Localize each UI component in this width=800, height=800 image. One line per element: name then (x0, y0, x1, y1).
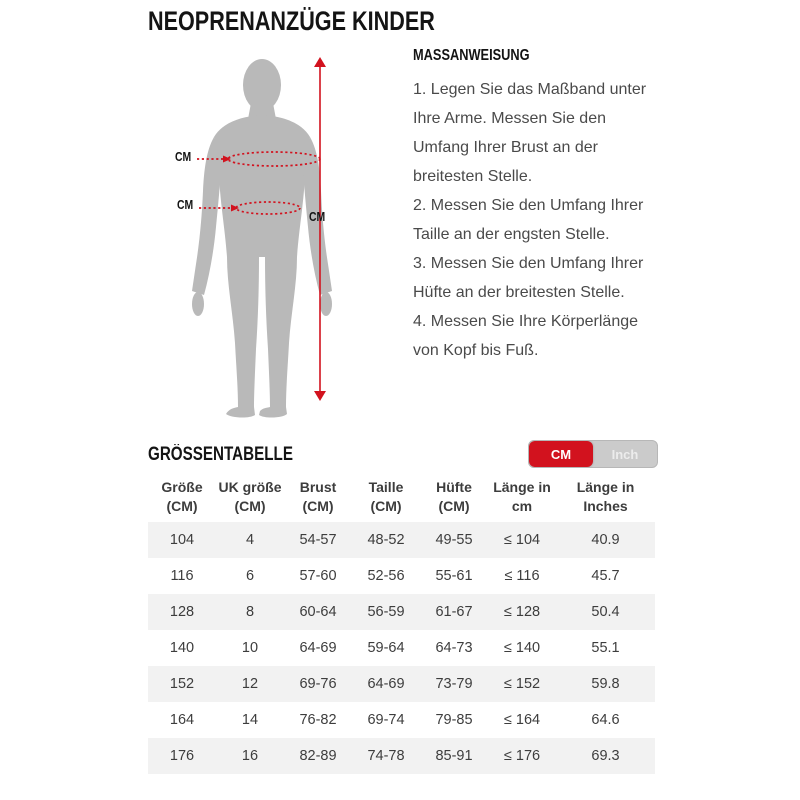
table-cell: 56-59 (367, 604, 405, 620)
table-cell: 48-52 (367, 532, 405, 548)
table-cell: 12 (241, 676, 259, 692)
measurement-figure (120, 50, 400, 435)
table-cell: 45.7 (591, 568, 620, 584)
table-cell: ≤ 152 (503, 676, 541, 692)
table-cell: 64-69 (299, 640, 337, 656)
table-cell: 164 (169, 712, 195, 728)
table-cell: ≤ 140 (503, 640, 541, 656)
table-cell: 50.4 (591, 604, 620, 620)
table-row (148, 738, 655, 774)
size-table-body (148, 522, 655, 774)
table-cell: 104 (169, 532, 195, 548)
table-cell: 82-89 (299, 748, 337, 764)
table-row (148, 630, 655, 666)
table-cell: 128 (169, 604, 195, 620)
column-header: Länge in Inches (556, 474, 655, 522)
instructions-heading: MASSANWEISUNG (413, 47, 530, 64)
table-cell: 6 (245, 568, 255, 584)
table-cell: 52-56 (367, 568, 405, 584)
instruction-step: 2. Messen Sie den Umfang Ihrer Taille an der engsten Stelle. (413, 197, 644, 243)
table-cell: 40.9 (591, 532, 620, 548)
table-cell: 59-64 (367, 640, 405, 656)
table-cell: 73-79 (435, 676, 473, 692)
arrowhead-down-icon (314, 391, 326, 401)
arrowhead-up-icon (314, 57, 326, 67)
table-cell: 76-82 (299, 712, 337, 728)
table-cell: 55-61 (435, 568, 473, 584)
header-row (148, 474, 655, 522)
column-header: UK größe (CM) (216, 474, 284, 522)
table-cell: 116 (170, 568, 194, 584)
table-cell: ≤ 116 (504, 568, 540, 584)
table-cell: 61-67 (435, 604, 473, 620)
table-cell: 74-78 (367, 748, 405, 764)
instructions-list (413, 75, 665, 365)
waist-cm-label: CM (177, 197, 194, 212)
table-cell: 57-60 (299, 568, 337, 584)
table-cell: 79-85 (435, 712, 473, 728)
table-cell: 140 (169, 640, 195, 656)
table-cell: 49-55 (435, 532, 473, 548)
body-silhouette-illustration (165, 57, 375, 422)
table-cell: 176 (169, 748, 195, 764)
unit-cm-button[interactable]: CM (529, 441, 593, 467)
table-cell: 69.3 (591, 748, 620, 764)
column-header: Länge in cm (488, 474, 556, 522)
table-cell: 55.1 (591, 640, 620, 656)
page-title: NEOPRENANZÜGE KINDER (148, 6, 435, 36)
height-cm-label: CM (309, 209, 326, 224)
column-header: Größe (CM) (148, 474, 216, 522)
table-cell: 14 (241, 712, 259, 728)
size-table-heading: GRÖSSENTABELLE (148, 444, 293, 465)
table-cell: 64.6 (591, 712, 620, 728)
table-cell: 85-91 (435, 748, 473, 764)
table-cell: 69-74 (367, 712, 405, 728)
table-cell: 16 (241, 748, 259, 764)
unit-inch-button[interactable]: Inch (593, 441, 657, 467)
table-row (148, 702, 655, 738)
chest-cm-label: CM (175, 149, 192, 164)
table-cell: 59.8 (591, 676, 620, 692)
instruction-step: 4. Messen Sie Ihre Körperlänge von Kopf bis Fuß. (413, 313, 639, 359)
table-cell: 69-76 (299, 676, 337, 692)
unit-toggle[interactable] (528, 440, 658, 468)
measurement-instructions (413, 47, 665, 365)
instruction-step: 1. Legen Sie das Maßband unter Ihre Arme. Messen Sie den Umfang Ihrer Brust an der breitesten Stelle. (413, 81, 647, 185)
column-header: Brust (CM) (284, 474, 352, 522)
table-cell: 60-64 (299, 604, 337, 620)
table-cell: 64-69 (367, 676, 405, 692)
column-header: Taille (CM) (352, 474, 420, 522)
body-silhouette (192, 59, 332, 418)
table-cell: ≤ 104 (503, 532, 541, 548)
table-cell: 4 (245, 532, 255, 548)
table-cell: 54-57 (299, 532, 337, 548)
table-cell: ≤ 128 (503, 604, 541, 620)
table-row (148, 522, 655, 558)
size-table-head (148, 474, 655, 522)
table-cell: 10 (241, 640, 259, 656)
table-row (148, 558, 655, 594)
column-header: Hüfte (CM) (420, 474, 488, 522)
table-cell: 64-73 (435, 640, 473, 656)
table-row (148, 666, 655, 702)
table-row (148, 594, 655, 630)
table-cell: ≤ 164 (503, 712, 541, 728)
instruction-step: 3. Messen Sie den Umfang Ihrer Hüfte an der breitesten Stelle. (413, 255, 644, 301)
table-cell: 8 (245, 604, 255, 620)
table-cell: 152 (169, 676, 195, 692)
table-cell: ≤ 176 (503, 748, 541, 764)
size-table (148, 474, 655, 774)
